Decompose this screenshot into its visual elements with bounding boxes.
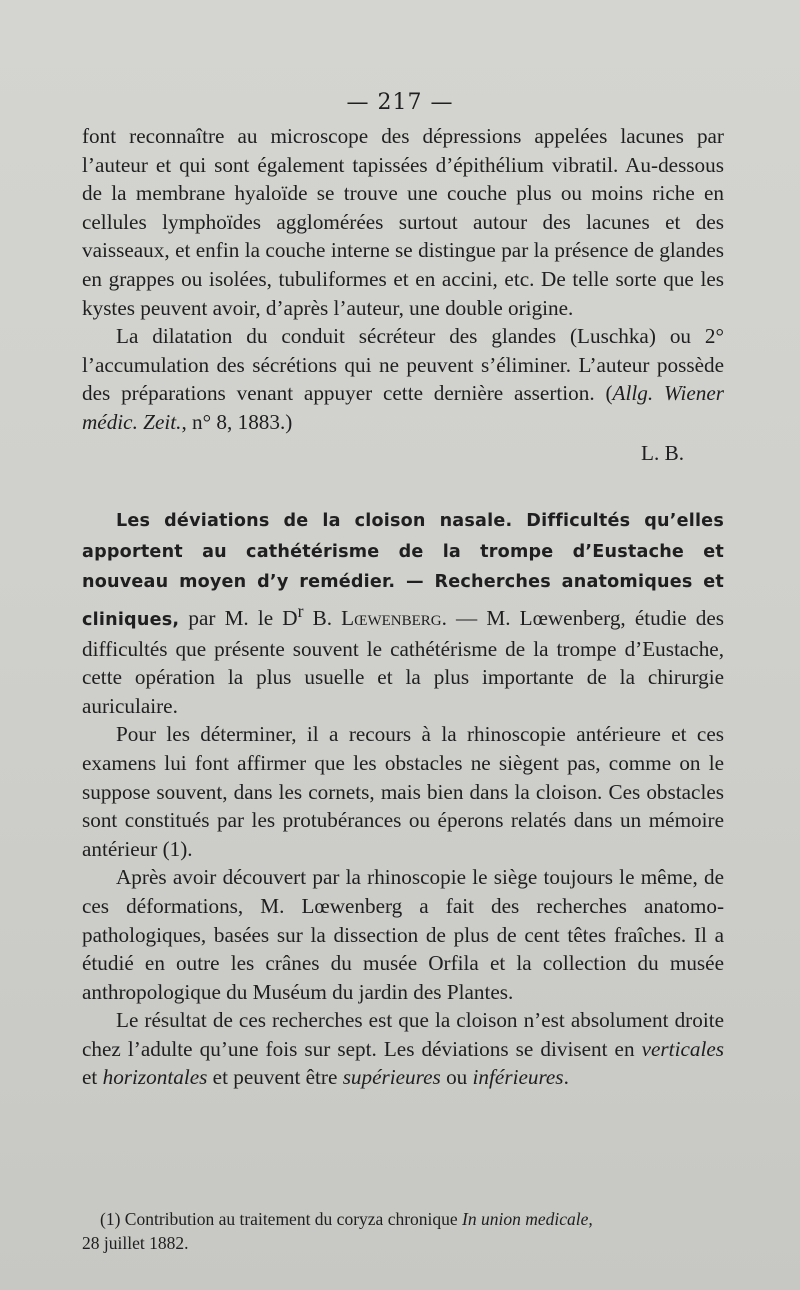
article-title: Les déviations de la cloison nasale. Difficultés qu’elles apportent au cathétérisme de la trompe d’Eustache et nouveau moyen d’y remédier. — Recherches anatomiques et cliniques, <box>82 511 724 630</box>
paragraph-6 <box>82 1006 724 1092</box>
paragraph-6-mid2: et peuvent être <box>207 1065 343 1090</box>
footnote-source: In union medicale, <box>462 1209 593 1229</box>
article-author: B. Lœwenberg. <box>303 605 447 630</box>
paragraph-6-text: Le résultat de ces recherches est que la cloison n’est absolument droite chez l’adulte qu’une fois sur sept. Les déviations se divisent en <box>82 1008 724 1061</box>
footnote <box>82 1207 734 1255</box>
body-text <box>82 122 724 1092</box>
paragraph-6-end: . <box>563 1065 569 1090</box>
paragraph-1: font reconnaître au microscope des dépressions appelées lacunes par l’auteur et qui sont également tapissées d’épithélium vibratil. Au-dessous de la membrane hyaloïde se trouve une couche plus ou moins riche en cellules lymphoïdes agglomérées surtout autour des lacunes et des vaisseaux, et enfin la couche interne se distingue par la présence de glandes en grappes ou isolées, tubuliformes et en accini, etc. De telle sorte que les kystes peuvent avoir, d’après l’auteur, une double origine. <box>82 124 724 320</box>
footnote-date: 28 juillet 1882. <box>82 1233 189 1253</box>
article-by-sup: r <box>297 600 304 621</box>
paragraph-2-text: La dilatation du conduit sécréteur des glandes (Luschka) ou 2° l’accumulation des sécrétions qui ne peuvent s’éliminer. L’auteur possède des préparations venant appuyer cette dernière assertion. ( <box>82 324 724 406</box>
emphasis-verticales: verticales <box>641 1036 724 1061</box>
page-number: — 217 — <box>346 90 454 115</box>
footnote-text: (1) Contribution au traitement du coryza chronique <box>100 1209 463 1229</box>
paragraph-5: Après avoir découvert par la rhinoscopie le siège toujours le même, de ces déformations, M. Lœwenberg a fait des recherches anatomo-pathologiques, basées sur la dissection de plus de cent têtes fraîches. Il a étudié en outre les crânes du musée Orfila et la collection du musée anthropologique du Muséum du jardin des Plantes. <box>82 865 724 1004</box>
article-lead: — M. Lœwenberg, étudie des difficultés que présente souvent le cathétérisme de la trompe d’Eustache, cette opération la plus usuelle et la plus importante de la chirurgie auriculaire. <box>82 605 724 718</box>
emphasis-inferieures: inférieures <box>472 1065 564 1090</box>
article-by: par M. le D <box>179 605 298 630</box>
paragraph-2 <box>82 322 724 436</box>
section-gap <box>82 467 724 505</box>
citation: Allg. Wiener médic. Zeit. <box>82 381 724 434</box>
emphasis-horizontales: horizontales <box>102 1065 208 1090</box>
paragraph-4: Pour les déterminer, il a recours à la rhinoscopie antérieure et ces examens lui font affirmer que les obstacles ne siègent pas, comme on le suppose souvent, dans les cornets, mais bien dans la cloison. Ces obstacles sont constitués par les protubérances ou éperons relatés dans un mémoire antérieur (1). <box>82 722 724 861</box>
paragraph-6-mid3: ou <box>440 1065 473 1090</box>
paragraph-2-tail: , n° 8, 1883.) <box>181 409 293 434</box>
paragraph-6-mid1: et <box>82 1065 103 1090</box>
signature: L. B. <box>641 440 684 465</box>
emphasis-superieures: supérieures <box>342 1065 441 1090</box>
article-paragraph <box>82 505 724 720</box>
